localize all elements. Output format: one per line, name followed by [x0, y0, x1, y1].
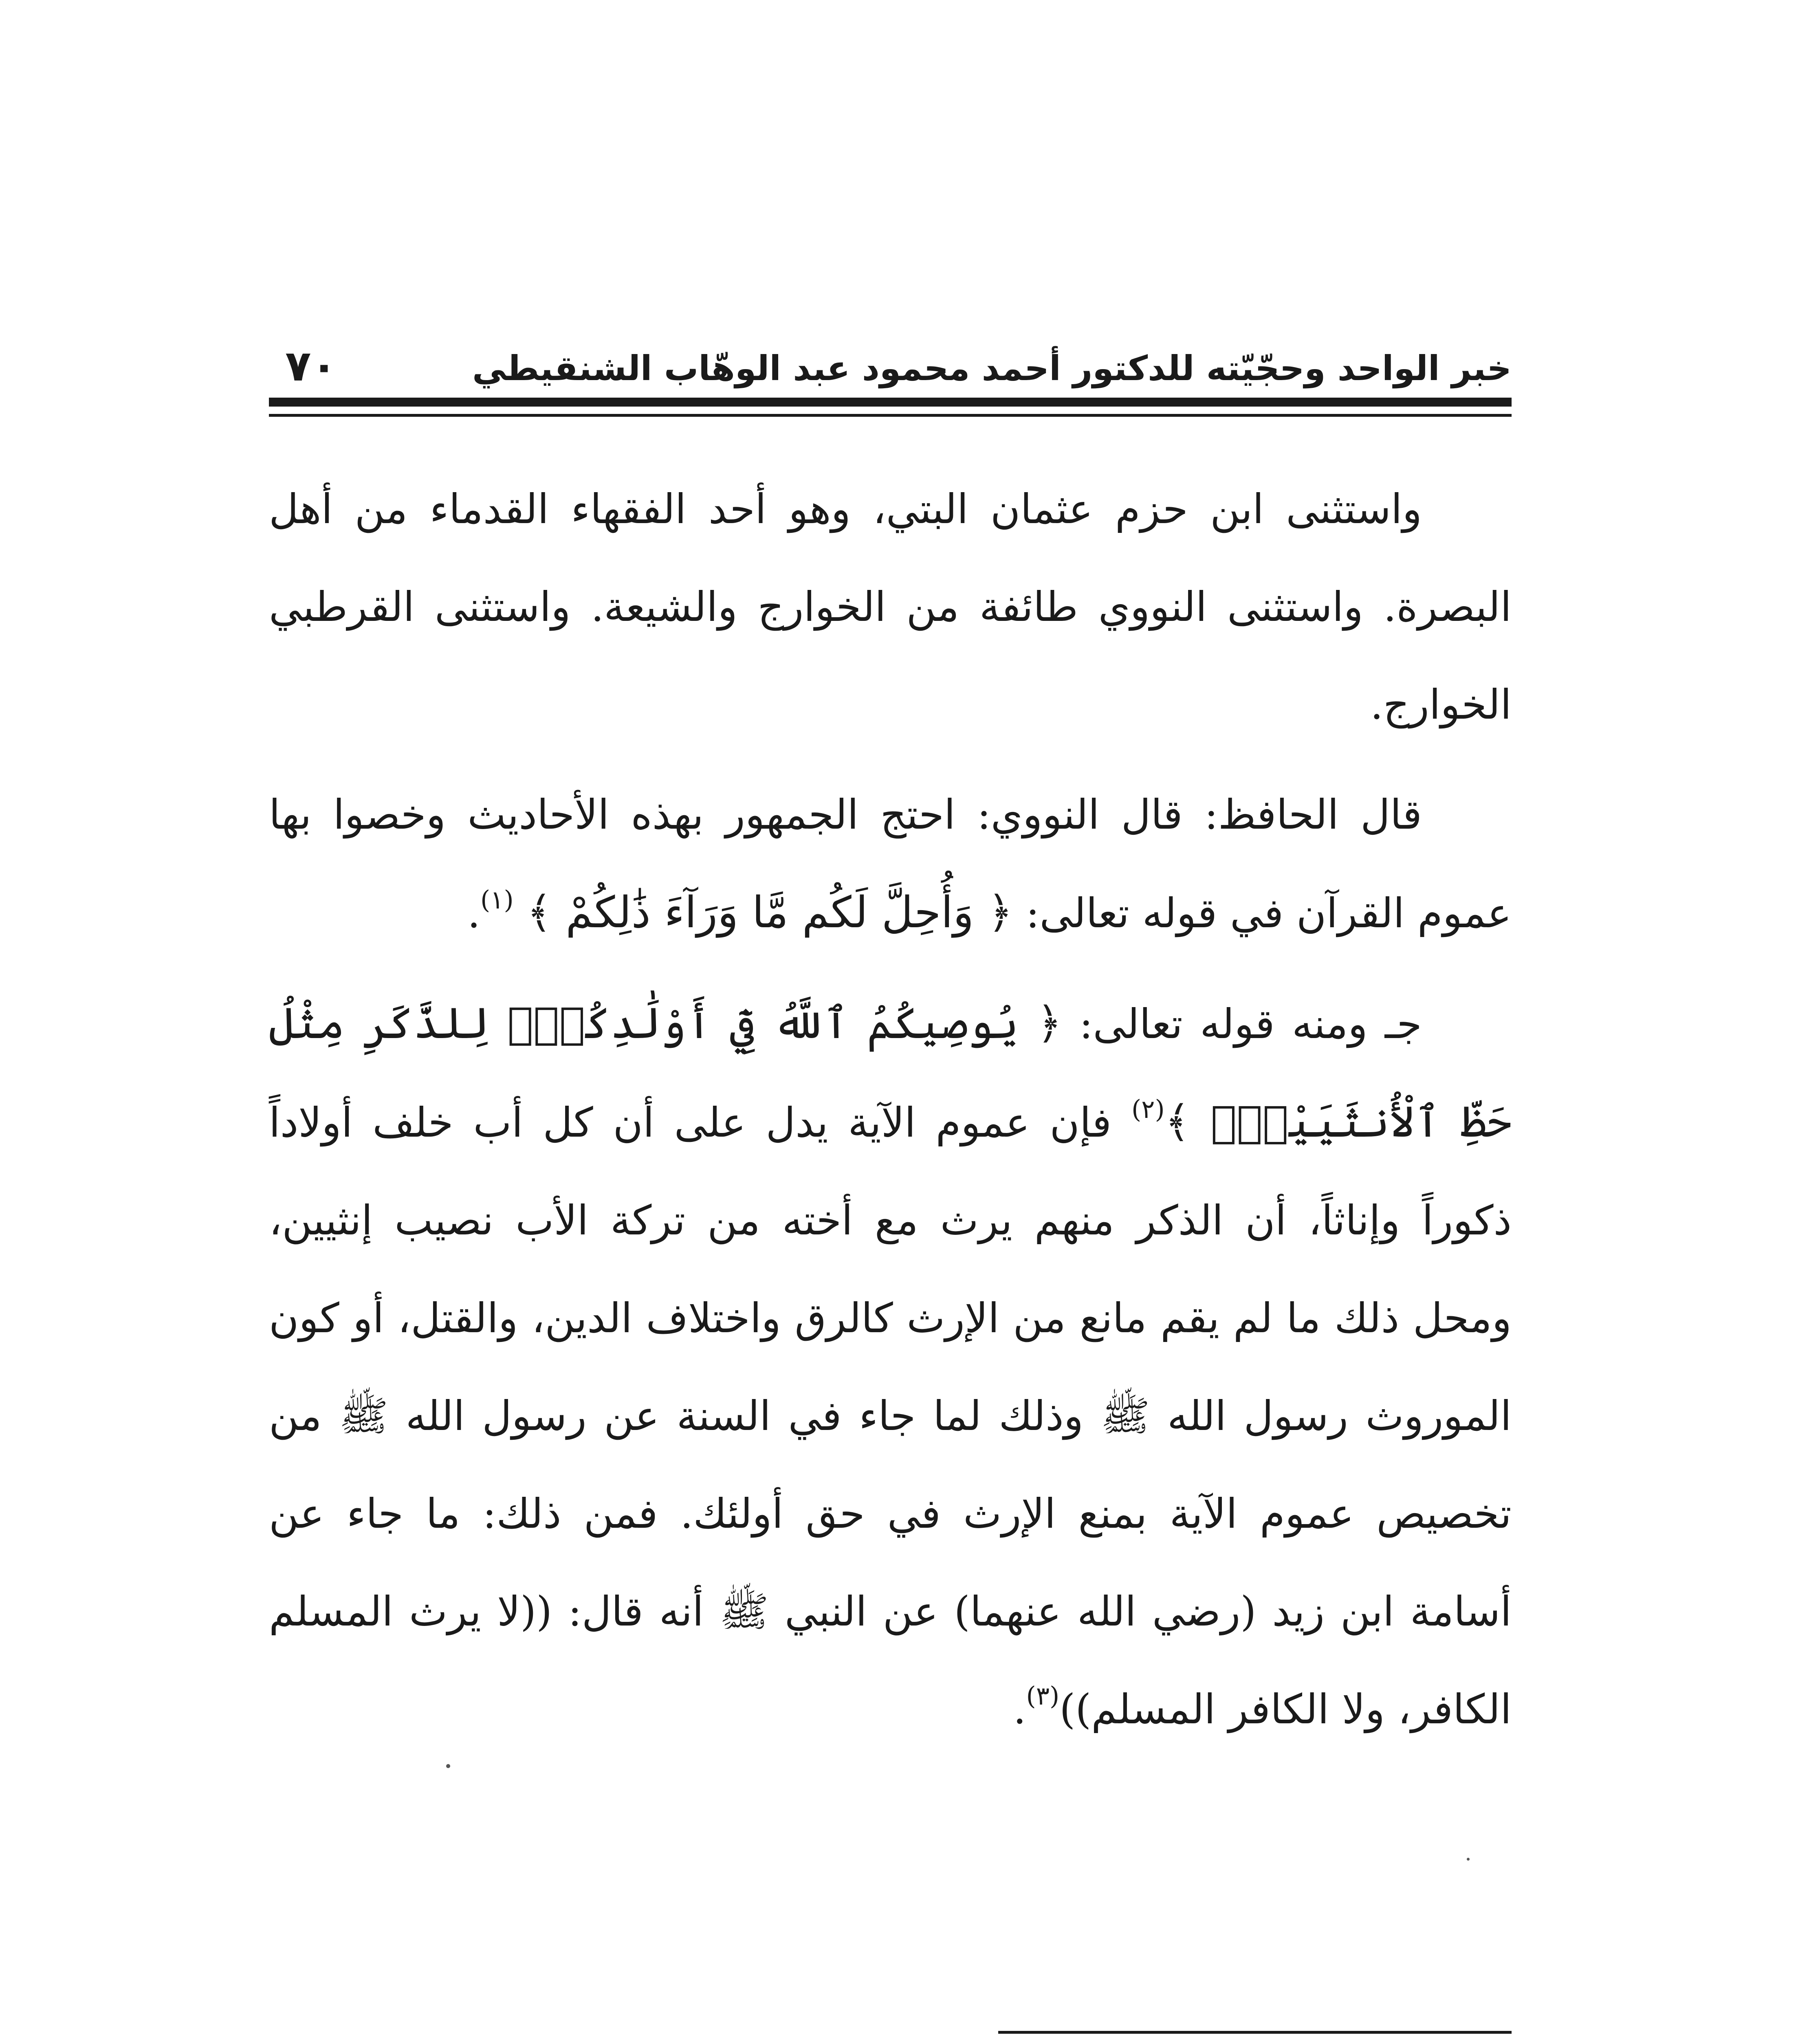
paragraph-2-text: قال الحافظ: قال النووي: احتج الجمهور بهذه الأحاديث وخصوا بها عموم القرآن في قوله تعالى:: [269, 791, 1512, 937]
scan-speck: [1467, 1858, 1470, 1861]
footnote-ref-3: (٣): [1026, 1681, 1060, 1711]
paragraph-2-end: .: [467, 889, 480, 937]
paragraph-3-text: فإن عموم الآية يدل على أن كل أب خلف أولاداً ذكوراً وإناثاً، أن الذكر منهم يرث مع أخته من تركة الأب نصيب إنثيين، ومحل ذلك ما لم يقم مانع من الإرث كالرق واختلاف الدين، والقتل، أو كون الموروث رسول الله ﷺ وذلك لما جاء في السنة عن رسول الله ﷺ من تخصيص عموم الآية بمنع الإرث في حق أولئك. فمن ذلك: ما جاء عن أسامة ابن زيد (رضي الله عنهما) عن النبي ﷺ أنه قال: ((لا يرث المسلم الكافر، ولا الكافر المسلم)): [269, 1099, 1512, 1733]
header-rule-thick: [269, 398, 1512, 407]
paragraph-2: [269, 766, 1512, 962]
body-text: [269, 460, 1512, 1758]
page-number: ٧٠: [285, 341, 337, 391]
paragraph-1-text: واستثنى ابن حزم عثمان البتي، وهو أحد الفقهاء القدماء من أهل البصرة. واستثنى النووي طائفة من الخوارج والشيعة. واستثنى القرطبي الخوارج.: [269, 485, 1512, 728]
quran-verse-1: ﴿ وَأُحِلَّ لَكُم مَّا وَرَآءَ ذَٰلِكُمْ ﴾: [526, 887, 1013, 937]
paragraph-3-start: جـ ومنه قوله تعالى:: [1062, 1000, 1422, 1048]
running-header: [269, 326, 1512, 391]
paragraph-3-end: .: [1013, 1685, 1026, 1733]
footnote-ref-1: (١): [480, 885, 514, 915]
footnote-separator: [998, 2031, 1512, 2034]
book-title: خبر الواحد وحجّيّته للدكتور أحمد محمود عبد الوهّاب الشنقيطي: [472, 348, 1512, 388]
header-rule-thin: [269, 414, 1512, 417]
paragraph-1: [269, 460, 1512, 754]
quran-verse-2: ﴿ يُوصِيكُمُ ٱللَّهُ فِيٓ أَوْلَٰدِكُمْۖ لِلذَّكَرِ مِثْلُ حَظِّ ٱلْأُنثَيَيْنِۚ ﴾: [269, 998, 1512, 1147]
paragraph-3: [269, 975, 1512, 1758]
scan-speck: [446, 1764, 450, 1768]
footnote-ref-2: (٢): [1131, 1094, 1165, 1124]
